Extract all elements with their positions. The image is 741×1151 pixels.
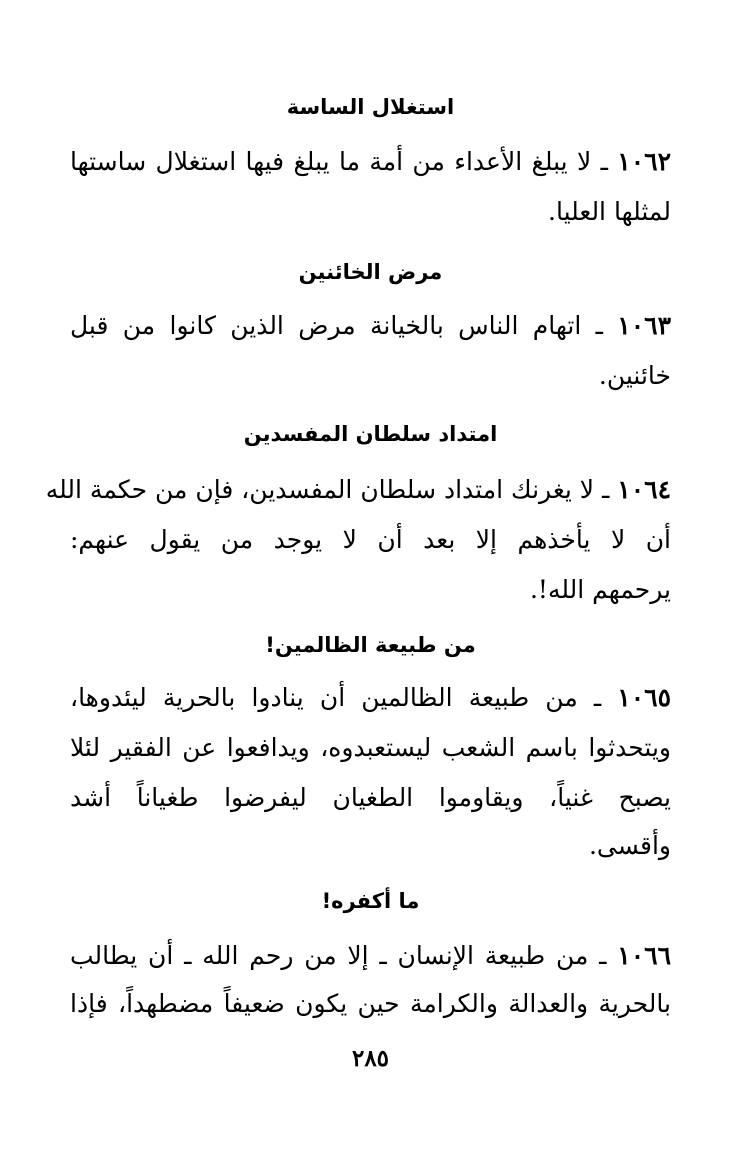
paragraph-line: أن لا يأخذهم إلا بعد أن لا يوجد من يقول عنهم: bbox=[70, 525, 671, 554]
paragraph-line: يصبح غنياً، ويقاوموا الطغيان ليفرضوا طغياناً أشد bbox=[70, 783, 671, 812]
aphorism-number: ١٠٦٦ bbox=[617, 941, 671, 970]
paragraph-line: لمثلها العليا. bbox=[548, 197, 671, 226]
paragraph-line: ويتحدثوا باسم الشعب ليستعبدوه، ويدافعوا عن الفقير لئلا bbox=[70, 733, 671, 762]
paragraph-line: وأقسى. bbox=[588, 831, 671, 860]
aphorism-number: ١٠٦٥ bbox=[617, 683, 671, 712]
paragraph-line bbox=[70, 306, 671, 346]
paragraph-line bbox=[70, 678, 671, 718]
section-title-1066: ما أكفره! bbox=[321, 889, 420, 913]
line-text: ـ اتهام الناس بالخيانة مرض الذين كانوا من قبل bbox=[70, 311, 603, 340]
aphorism-number: ١٠٦٣ bbox=[617, 311, 671, 340]
section-title-1063: مرض الخائنين bbox=[298, 260, 443, 284]
paragraph-line bbox=[45, 470, 671, 510]
line-text: ـ من طبيعة الإنسان ـ إلا من رحم الله ـ أن يطالب bbox=[70, 941, 607, 970]
paragraph-line bbox=[70, 142, 671, 182]
section-title-1062: استغلال الساسة bbox=[286, 95, 455, 119]
paragraph-line: بالحرية والعدالة والكرامة حين يكون ضعيفاً مضطهداً، فإذا bbox=[70, 989, 671, 1018]
paragraph-line: خائنين. bbox=[598, 361, 671, 390]
paragraph-line: يرحمهم الله!. bbox=[529, 575, 671, 604]
section-title-1064: امتداد سلطان المفسدين bbox=[243, 422, 498, 446]
page-number: ٢٨٥ bbox=[351, 1045, 390, 1072]
line-text: ـ من طبيعة الظالمين أن ينادوا بالحرية ليئدوها، bbox=[70, 683, 602, 712]
aphorism-number: ١٠٦٢ bbox=[617, 147, 671, 176]
line-text: ـ لا يغرنك امتداد سلطان المفسدين، فإن من حكمة الله bbox=[45, 475, 610, 504]
paragraph-line bbox=[70, 936, 671, 976]
section-title-1065: من طبيعة الظالمين! bbox=[265, 633, 476, 657]
aphorism-number: ١٠٦٤ bbox=[617, 475, 671, 504]
line-text: ـ لا يبلغ الأعداء من أمة ما يبلغ فيها استغلال ساستها bbox=[70, 147, 608, 176]
